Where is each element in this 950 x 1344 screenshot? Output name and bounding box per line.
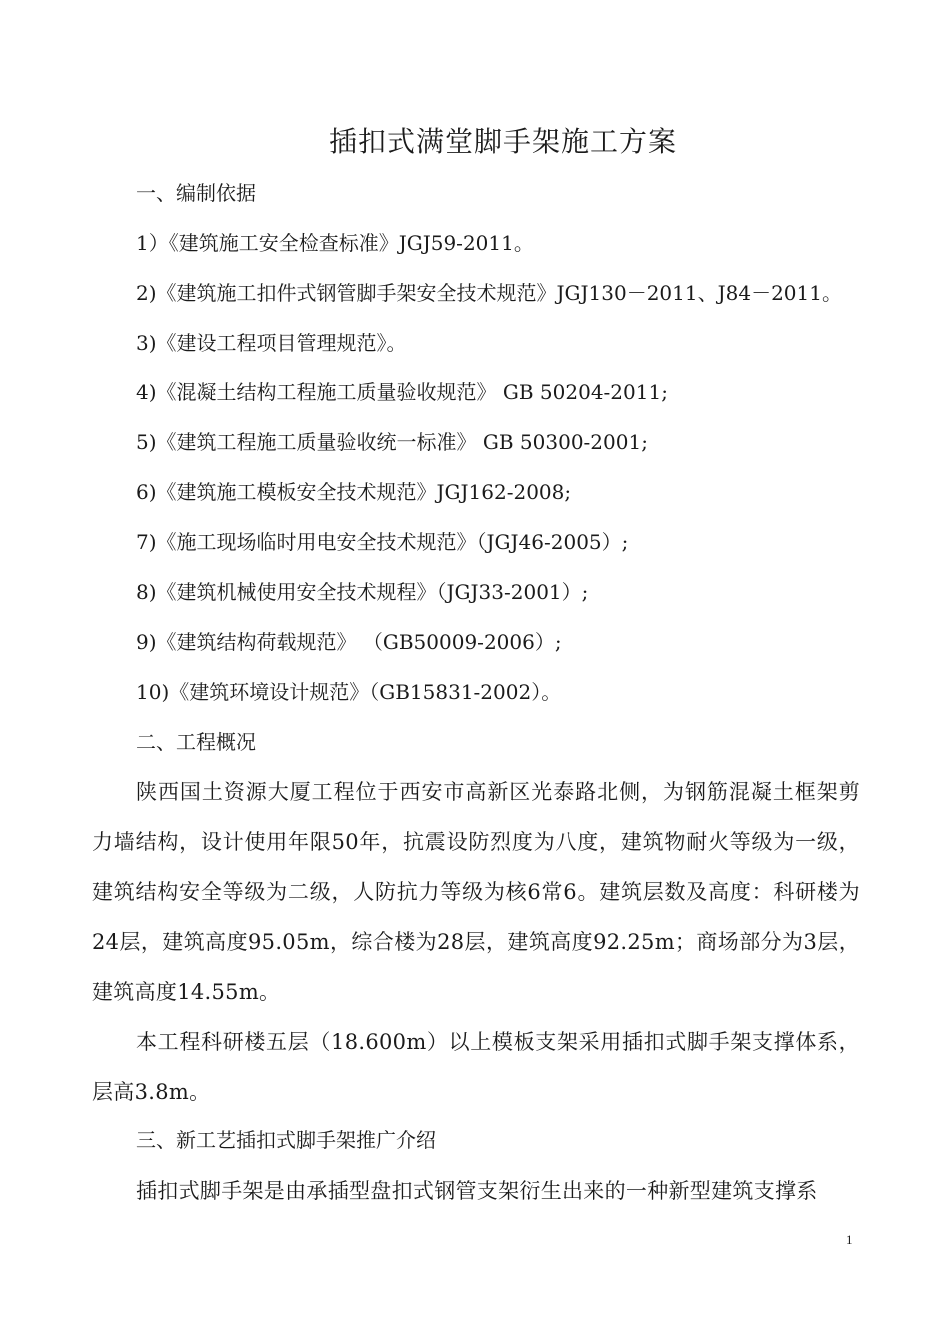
document-title: 插扣式满堂脚手架施工方案: [328, 125, 677, 158]
reference-item: 3)《建设工程项目管理规范》。: [136, 331, 407, 355]
reference-item: 8)《建筑机械使用安全技术规程》（JGJ33-2001）;: [136, 580, 589, 604]
section-heading-basis: 一、编制依据: [136, 181, 256, 205]
reference-item: 4)《混凝土结构工程施工质量验收规范》 GB 50204-2011;: [136, 380, 668, 404]
reference-item: 9)《建筑结构荷载规范》 （GB50009-2006）;: [136, 630, 562, 654]
section-heading-new-process: 三、新工艺插扣式脚手架推广介绍: [136, 1128, 436, 1152]
scaffold-scope-paragraph: 本工程科研楼五层（18.600m）以上模板支架采用插扣式脚手架支撑体系，层高3.8m。: [92, 1030, 860, 1104]
reference-item: 1）《建筑施工安全检查标准》JGJ59-2011。: [136, 231, 534, 255]
reference-item: 7)《施工现场临时用电安全技术规范》（JGJ46-2005）;: [136, 530, 629, 554]
new-process-paragraph: 插扣式脚手架是由承插型盘扣式钢管支架衍生出来的一种新型建筑支撑系: [136, 1179, 818, 1203]
section-heading-overview: 二、工程概况: [136, 730, 256, 754]
reference-item: 6)《建筑施工模板安全技术规范》JGJ162-2008;: [136, 480, 572, 504]
page-number: 1: [846, 1232, 853, 1247]
reference-item: 5)《建筑工程施工质量验收统一标准》 GB 50300-2001;: [136, 430, 648, 454]
reference-item: 2)《建筑施工扣件式钢管脚手架安全技术规范》JGJ130－2011、J84－2011。: [136, 281, 842, 305]
overview-paragraph: 陕西国土资源大厦工程位于西安市高新区光泰路北侧，为钢筋混凝土框架剪力墙结构，设计使用年限50年，抗震设防烈度为八度，建筑物耐火等级为一级，建筑结构安全等级为二级，人防抗力等级为核6常6。建筑层数及高度：科研楼为24层，建筑高度95.05m，综合楼为28层，建筑高度92.25m；商场部分为3层，建筑高度14.55m。: [92, 780, 860, 1004]
reference-item: 10)《建筑环境设计规范》（GB15831-2002）。: [136, 680, 562, 704]
